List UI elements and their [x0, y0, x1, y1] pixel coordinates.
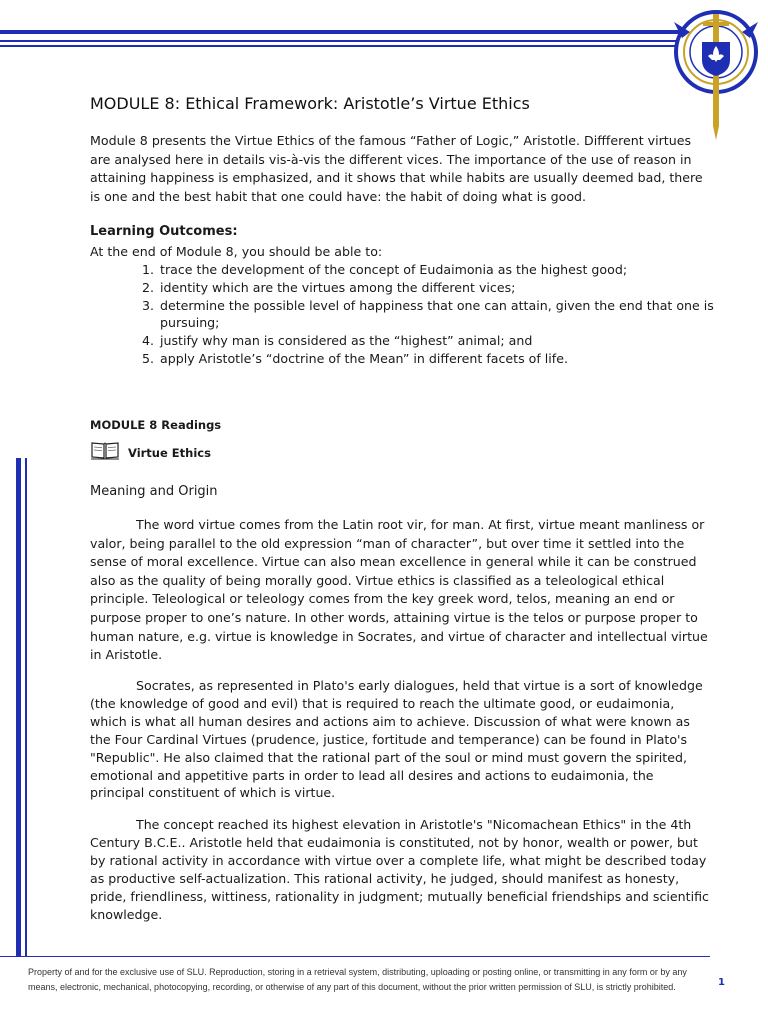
module-introduction: Module 8 presents the Virtue Ethics of the famous “Father of Logic,” Aristotle. Diffferent virtues are analysed here in details vis-à-vis the different vices. The importance of the use of reason in attaining happiness is emphasized, and it shows that while habits are usually deemed bad, there is one and the best habit that one could have: the habit of doing what is good.	[90, 133, 703, 204]
margin-rule	[25, 458, 27, 956]
body-paragraph: The concept reached its highest elevation in Aristotle's "Nicomachean Ethics" in the 4th Century B.C.E.. Aristotle held that eudaimonia is constituted, not by honor, wealth or power, but by rational activity in accordance with virtue over a complete life, what might be described today as productive self-actualization. This rational activity, he judged, should manifest as honesty, pride, friendliness, wittiness, rationality in judgment; mutually beneficial friendships and scientific knowledge.	[90, 817, 709, 922]
learning-outcomes-list	[132, 261, 738, 368]
list-item: 2. identity which are the virtues among the different vices;	[158, 279, 738, 297]
subheading: Meaning and Origin	[90, 484, 218, 499]
page-title: MODULE 8: Ethical Framework: Aristotle’s Virtue Ethics	[90, 94, 530, 113]
body-paragraph: Socrates, as represented in Plato's early dialogues, held that virtue is a sort of knowledge (the knowledge of good and evil) that is required to reach the ultimate good, or eudaimonia, which is what all human desires and actions aim to achieve. Discussion of what were known as the Four Cardinal Virtues (prudence, justice, fortitude and temperance) can be found in Plato's "Republic". He also claimed that the rational part of the soul or mind must govern the spirited, emotional and appetitive parts in order to lead all desires and actions to eudaimonia, the principal constituent of which is virtue.	[90, 678, 703, 801]
list-item: 5. apply Aristotle’s “doctrine of the Mean” in different facets of life.	[158, 350, 738, 368]
page-number: 1	[718, 977, 725, 988]
margin-rule	[16, 458, 21, 956]
section-title: Virtue Ethics	[128, 446, 211, 460]
list-item: 3. determine the possible level of happiness that one can attain, given the end that one is pursuing;	[158, 297, 738, 333]
readings-heading: MODULE 8 Readings	[90, 418, 222, 432]
learning-outcomes-heading: Learning Outcomes:	[90, 224, 238, 239]
book-icon	[90, 440, 120, 460]
list-item: 1. trace the development of the concept of Eudaimonia as the highest good;	[158, 261, 738, 279]
copyright-notice: Property of and for the exclusive use of SLU. Reproduction, storing in a retrieval system, distributing, uploading or posting online, or transmitting in any form or by any means, electronic, mechanical, photocopying, recording, or otherwise of any part of this document, without the prior written permission of SLU, is strictly prohibited.	[28, 967, 687, 992]
body-paragraph: The word virtue comes from the Latin root vir, for man. At first, virtue meant manliness or valor, being parallel to the old expression “man of character”, but over time it settled into the sense of moral excellence. Virtue can also mean excellence in general while it can be construed also as the quality of being morally good. Virtue ethics is classified as a teleological ethical principle. Teleological or teleology comes from the key greek word, telos, meaning an end or purpose proper to one’s nature. In other words, attaining virtue is the telos or purpose proper to human nature, e.g. virtue is knowledge in Socrates, and virtue of character and intellectual virtue in Aristotle.	[90, 517, 708, 663]
learning-outcomes-lead: At the end of Module 8, you should be able to:	[90, 244, 383, 259]
footer-rule	[0, 956, 710, 957]
list-item: 4. justify why man is considered as the “highest” animal; and	[158, 332, 738, 350]
university-seal-icon	[670, 8, 762, 144]
